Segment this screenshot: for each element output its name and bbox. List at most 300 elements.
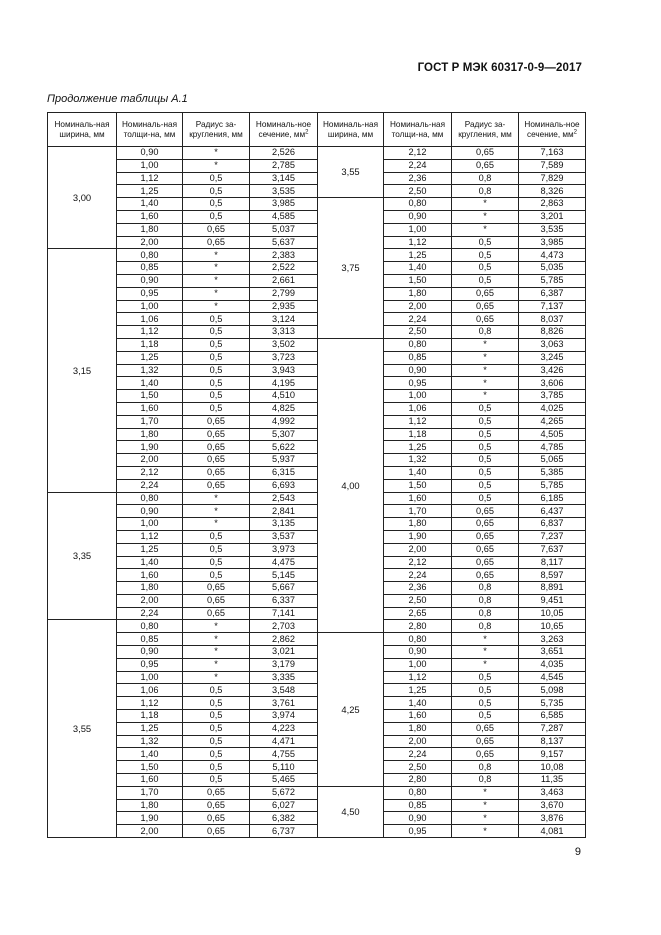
nominal-section-cell: 5,035: [519, 262, 586, 275]
corner-radius-cell: 0,65: [183, 607, 250, 620]
nominal-thickness-cell: 0,90: [384, 210, 452, 223]
nominal-thickness-cell: 0,90: [117, 147, 183, 160]
table-row: [48, 492, 318, 505]
nominal-section-cell: 6,693: [250, 479, 318, 492]
nominal-thickness-cell: 1,00: [117, 518, 183, 531]
nominal-thickness-cell: 1,60: [384, 492, 452, 505]
nominal-section-cell: 2,661: [250, 274, 318, 287]
nominal-thickness-cell: 2,50: [384, 185, 452, 198]
nominal-thickness-cell: 0,80: [384, 633, 452, 646]
column-header-radius: Радиус за-кругления, мм: [183, 113, 250, 147]
nominal-section-cell: 3,761: [250, 697, 318, 710]
nominal-thickness-cell: 2,00: [384, 300, 452, 313]
nominal-thickness-cell: 0,80: [384, 786, 452, 799]
nominal-thickness-cell: 1,25: [384, 249, 452, 262]
nominal-thickness-cell: 0,90: [117, 274, 183, 287]
nominal-thickness-cell: 2,00: [384, 543, 452, 556]
corner-radius-cell: *: [183, 492, 250, 505]
nominal-section-cell: 10,65: [519, 620, 586, 633]
nominal-section-cell: 6,737: [250, 825, 318, 838]
corner-radius-cell: *: [452, 377, 519, 390]
nominal-section-cell: 5,785: [519, 274, 586, 287]
table-left-half: [47, 112, 318, 838]
nominal-section-cell: 3,943: [250, 364, 318, 377]
nominal-section-cell: 3,124: [250, 313, 318, 326]
corner-radius-cell: 0,5: [452, 479, 519, 492]
nominal-thickness-cell: 2,12: [117, 466, 183, 479]
nominal-thickness-cell: 1,60: [117, 402, 183, 415]
nominal-thickness-cell: 1,90: [384, 530, 452, 543]
corner-radius-cell: *: [452, 786, 519, 799]
nominal-thickness-cell: 1,12: [384, 671, 452, 684]
corner-radius-cell: *: [183, 249, 250, 262]
nominal-thickness-cell: 0,95: [117, 658, 183, 671]
nominal-section-cell: 4,545: [519, 671, 586, 684]
corner-radius-cell: 0,8: [452, 620, 519, 633]
nominal-thickness-cell: 2,24: [117, 479, 183, 492]
corner-radius-cell: 0,5: [183, 774, 250, 787]
nominal-section-cell: 4,265: [519, 415, 586, 428]
nominal-section-cell: 3,245: [519, 351, 586, 364]
nominal-section-cell: 5,735: [519, 697, 586, 710]
corner-radius-cell: 0,5: [183, 684, 250, 697]
nominal-thickness-cell: 0,80: [117, 492, 183, 505]
corner-radius-cell: *: [183, 287, 250, 300]
nominal-thickness-cell: 1,32: [117, 735, 183, 748]
nominal-thickness-cell: 1,90: [117, 812, 183, 825]
corner-radius-cell: 0,8: [452, 607, 519, 620]
corner-radius-cell: 0,65: [183, 236, 250, 249]
nominal-thickness-cell: 1,06: [384, 402, 452, 415]
nominal-thickness-cell: 2,50: [384, 326, 452, 339]
nominal-width-cell: 4,25: [318, 633, 384, 787]
corner-radius-cell: 0,5: [183, 402, 250, 415]
corner-radius-cell: 0,5: [183, 172, 250, 185]
nominal-thickness-cell: 1,80: [384, 722, 452, 735]
nominal-section-cell: 4,471: [250, 735, 318, 748]
corner-radius-cell: 0,5: [183, 710, 250, 723]
nominal-thickness-cell: 1,80: [117, 428, 183, 441]
nominal-section-cell: 5,065: [519, 454, 586, 467]
nominal-section-cell: 5,037: [250, 223, 318, 236]
nominal-thickness-cell: 0,90: [117, 505, 183, 518]
nominal-thickness-cell: 1,00: [117, 671, 183, 684]
nominal-section-cell: 5,110: [250, 761, 318, 774]
nominal-section-cell: 4,473: [519, 249, 586, 262]
corner-radius-cell: 0,8: [452, 774, 519, 787]
nominal-section-cell: 3,535: [250, 185, 318, 198]
nominal-section-cell: 3,135: [250, 518, 318, 531]
nominal-thickness-cell: 1,00: [384, 223, 452, 236]
nominal-thickness-cell: 2,24: [384, 313, 452, 326]
corner-radius-cell: 0,65: [452, 505, 519, 518]
corner-radius-cell: 0,65: [452, 569, 519, 582]
nominal-thickness-cell: 2,36: [384, 582, 452, 595]
nominal-section-cell: 5,785: [519, 479, 586, 492]
nominal-thickness-cell: 1,00: [117, 300, 183, 313]
nominal-section-cell: 3,985: [519, 236, 586, 249]
nominal-thickness-cell: 1,40: [117, 748, 183, 761]
corner-radius-cell: 0,5: [452, 454, 519, 467]
nominal-thickness-cell: 2,00: [117, 594, 183, 607]
corner-radius-cell: *: [183, 633, 250, 646]
nominal-thickness-cell: 1,06: [117, 313, 183, 326]
nominal-section-cell: 6,027: [250, 799, 318, 812]
corner-radius-cell: *: [452, 812, 519, 825]
nominal-section-cell: 4,510: [250, 390, 318, 403]
corner-radius-cell: *: [183, 658, 250, 671]
nominal-thickness-cell: 2,00: [117, 825, 183, 838]
corner-radius-cell: 0,65: [183, 812, 250, 825]
nominal-thickness-cell: 1,60: [117, 569, 183, 582]
nominal-section-cell: 8,891: [519, 582, 586, 595]
nominal-thickness-cell: 1,12: [384, 415, 452, 428]
nominal-section-cell: 3,145: [250, 172, 318, 185]
nominal-section-cell: 3,723: [250, 351, 318, 364]
nominal-thickness-cell: 1,25: [117, 185, 183, 198]
nominal-section-cell: 2,383: [250, 249, 318, 262]
nominal-section-cell: 5,667: [250, 582, 318, 595]
nominal-thickness-cell: 1,25: [117, 722, 183, 735]
corner-radius-cell: 0,5: [183, 210, 250, 223]
nominal-thickness-cell: 1,12: [117, 172, 183, 185]
nominal-section-cell: 3,179: [250, 658, 318, 671]
nominal-section-cell: 7,163: [519, 147, 586, 160]
nominal-thickness-cell: 1,50: [384, 274, 452, 287]
nominal-thickness-cell: 0,85: [117, 633, 183, 646]
table-row: [48, 249, 318, 262]
nominal-section-cell: 5,307: [250, 428, 318, 441]
nominal-section-cell: 3,651: [519, 646, 586, 659]
nominal-thickness-cell: 1,70: [384, 505, 452, 518]
nominal-thickness-cell: 2,80: [384, 774, 452, 787]
nominal-width-cell: 3,55: [48, 620, 117, 838]
corner-radius-cell: *: [452, 351, 519, 364]
corner-radius-cell: 0,65: [452, 287, 519, 300]
nominal-thickness-cell: 1,70: [117, 415, 183, 428]
nominal-section-cell: 2,543: [250, 492, 318, 505]
nominal-section-cell: 9,157: [519, 748, 586, 761]
nominal-section-cell: 2,799: [250, 287, 318, 300]
nominal-thickness-cell: 0,90: [384, 646, 452, 659]
nominal-thickness-cell: 1,00: [384, 658, 452, 671]
corner-radius-cell: *: [183, 505, 250, 518]
nominal-thickness-cell: 1,80: [384, 287, 452, 300]
nominal-section-cell: 4,825: [250, 402, 318, 415]
corner-radius-cell: *: [452, 364, 519, 377]
corner-radius-cell: 0,5: [183, 185, 250, 198]
corner-radius-cell: 0,5: [183, 761, 250, 774]
nominal-section-cell: 3,313: [250, 326, 318, 339]
corner-radius-cell: 0,65: [183, 799, 250, 812]
corner-radius-cell: 0,5: [452, 697, 519, 710]
nominal-thickness-cell: 1,70: [117, 786, 183, 799]
nominal-section-cell: 6,382: [250, 812, 318, 825]
corner-radius-cell: 0,5: [183, 338, 250, 351]
nominal-thickness-cell: 2,50: [384, 594, 452, 607]
corner-radius-cell: 0,5: [183, 556, 250, 569]
page-number: 9: [574, 846, 581, 858]
corner-radius-cell: *: [183, 518, 250, 531]
corner-radius-cell: 0,65: [183, 594, 250, 607]
table-row: [318, 338, 586, 351]
corner-radius-cell: 0,65: [183, 466, 250, 479]
column-header-thickness: Номиналь-ная толщи-на, мм: [384, 113, 452, 147]
nominal-section-cell: 7,589: [519, 159, 586, 172]
nominal-section-cell: 7,137: [519, 300, 586, 313]
nominal-section-cell: 10,08: [519, 761, 586, 774]
table-row: [318, 147, 586, 160]
nominal-thickness-cell: 1,80: [117, 223, 183, 236]
nominal-section-cell: 8,826: [519, 326, 586, 339]
nominal-section-cell: 8,037: [519, 313, 586, 326]
nominal-section-cell: 7,637: [519, 543, 586, 556]
nominal-thickness-cell: 0,95: [384, 825, 452, 838]
nominal-section-cell: 4,785: [519, 441, 586, 454]
column-header-section: Номиналь-ное сечение, $мм^2$: [519, 113, 586, 147]
nominal-thickness-cell: 0,85: [117, 262, 183, 275]
nominal-thickness-cell: 1,50: [384, 479, 452, 492]
nominal-thickness-cell: 1,80: [117, 799, 183, 812]
corner-radius-cell: 0,5: [183, 313, 250, 326]
table-row: [318, 786, 586, 799]
table-row: [318, 633, 586, 646]
nominal-section-cell: 8,597: [519, 569, 586, 582]
corner-radius-cell: 0,65: [183, 441, 250, 454]
nominal-thickness-cell: 1,40: [117, 556, 183, 569]
nominal-thickness-cell: 1,00: [117, 159, 183, 172]
corner-radius-cell: 0,65: [183, 479, 250, 492]
corner-radius-cell: *: [183, 147, 250, 160]
corner-radius-cell: *: [452, 633, 519, 646]
corner-radius-cell: 0,65: [452, 735, 519, 748]
nominal-thickness-cell: 1,25: [117, 351, 183, 364]
nominal-thickness-cell: 0,80: [117, 620, 183, 633]
table-row: [48, 147, 318, 160]
corner-radius-cell: *: [183, 274, 250, 287]
nominal-thickness-cell: 1,90: [117, 441, 183, 454]
corner-radius-cell: 0,65: [183, 223, 250, 236]
nominal-section-cell: 3,973: [250, 543, 318, 556]
nominal-thickness-cell: 0,85: [384, 351, 452, 364]
nominal-section-cell: 7,287: [519, 722, 586, 735]
nominal-section-cell: 2,526: [250, 147, 318, 160]
nominal-section-cell: 3,263: [519, 633, 586, 646]
nominal-thickness-cell: 1,00: [384, 390, 452, 403]
nominal-thickness-cell: 0,90: [117, 646, 183, 659]
corner-radius-cell: *: [183, 262, 250, 275]
corner-radius-cell: 0,65: [452, 313, 519, 326]
nominal-section-cell: 3,535: [519, 223, 586, 236]
corner-radius-cell: *: [452, 223, 519, 236]
nominal-thickness-cell: 1,18: [117, 710, 183, 723]
nominal-thickness-cell: 1,25: [384, 441, 452, 454]
nominal-thickness-cell: 0,90: [384, 364, 452, 377]
corner-radius-cell: 0,65: [183, 582, 250, 595]
nominal-section-cell: 2,522: [250, 262, 318, 275]
nominal-section-cell: 3,876: [519, 812, 586, 825]
nominal-section-cell: 3,606: [519, 377, 586, 390]
corner-radius-cell: 0,65: [452, 147, 519, 160]
corner-radius-cell: 0,5: [452, 441, 519, 454]
corner-radius-cell: 0,65: [183, 428, 250, 441]
corner-radius-cell: 0,8: [452, 582, 519, 595]
nominal-thickness-cell: 2,80: [384, 620, 452, 633]
corner-radius-cell: *: [183, 300, 250, 313]
corner-radius-cell: *: [183, 671, 250, 684]
nominal-thickness-cell: 1,50: [117, 761, 183, 774]
nominal-section-cell: 10,05: [519, 607, 586, 620]
column-header-width: Номиналь-ная ширина, мм: [318, 113, 384, 147]
nominal-section-cell: 6,387: [519, 287, 586, 300]
corner-radius-cell: 0,5: [183, 390, 250, 403]
nominal-section-cell: 3,463: [519, 786, 586, 799]
nominal-thickness-cell: 1,40: [384, 697, 452, 710]
nominal-section-cell: 4,585: [250, 210, 318, 223]
corner-radius-cell: 0,5: [452, 262, 519, 275]
nominal-section-cell: 7,141: [250, 607, 318, 620]
column-header-section: Номиналь-ное сечение, $мм^2$: [250, 113, 318, 147]
corner-radius-cell: 0,5: [183, 364, 250, 377]
corner-radius-cell: 0,65: [183, 415, 250, 428]
nominal-thickness-cell: 2,24: [117, 607, 183, 620]
nominal-section-cell: 6,185: [519, 492, 586, 505]
nominal-section-cell: 11,35: [519, 774, 586, 787]
table-row: [48, 620, 318, 633]
nominal-section-cell: 2,841: [250, 505, 318, 518]
nominal-thickness-cell: 0,95: [117, 287, 183, 300]
column-header-width: Номиналь-ная ширина, мм: [48, 113, 117, 147]
nominal-section-cell: 3,974: [250, 710, 318, 723]
corner-radius-cell: *: [452, 198, 519, 211]
nominal-section-cell: 7,237: [519, 530, 586, 543]
corner-radius-cell: 0,5: [452, 415, 519, 428]
nominal-section-cell: 3,426: [519, 364, 586, 377]
corner-radius-cell: 0,5: [183, 377, 250, 390]
nominal-section-cell: 2,863: [519, 198, 586, 211]
nominal-section-cell: 4,505: [519, 428, 586, 441]
nominal-section-cell: 2,785: [250, 159, 318, 172]
nominal-thickness-cell: 1,40: [117, 377, 183, 390]
nominal-section-cell: 3,021: [250, 646, 318, 659]
corner-radius-cell: 0,5: [452, 671, 519, 684]
corner-radius-cell: 0,8: [452, 326, 519, 339]
nominal-thickness-cell: 1,50: [117, 390, 183, 403]
nominal-thickness-cell: 1,40: [117, 198, 183, 211]
nominal-thickness-cell: 0,80: [384, 198, 452, 211]
corner-radius-cell: 0,65: [452, 722, 519, 735]
nominal-section-cell: 8,117: [519, 556, 586, 569]
nominal-section-cell: 9,451: [519, 594, 586, 607]
corner-radius-cell: 0,5: [183, 530, 250, 543]
nominal-section-cell: 6,585: [519, 710, 586, 723]
corner-radius-cell: 0,8: [452, 172, 519, 185]
corner-radius-cell: 0,65: [452, 543, 519, 556]
nominal-section-cell: 6,315: [250, 466, 318, 479]
nominal-section-cell: 4,755: [250, 748, 318, 761]
nominal-section-cell: 5,098: [519, 684, 586, 697]
corner-radius-cell: *: [452, 338, 519, 351]
corner-radius-cell: 0,5: [452, 236, 519, 249]
nominal-thickness-cell: 1,18: [384, 428, 452, 441]
corner-radius-cell: *: [452, 210, 519, 223]
corner-radius-cell: 0,5: [183, 326, 250, 339]
nominal-thickness-cell: 1,06: [117, 684, 183, 697]
corner-radius-cell: 0,8: [452, 594, 519, 607]
nominal-section-cell: 2,703: [250, 620, 318, 633]
table-row: [318, 198, 586, 211]
nominal-thickness-cell: 1,32: [384, 454, 452, 467]
column-header-thickness: Номиналь-ная толщи-на, мм: [117, 113, 183, 147]
nominal-thickness-cell: 2,00: [117, 454, 183, 467]
corner-radius-cell: 0,5: [183, 543, 250, 556]
corner-radius-cell: 0,5: [183, 569, 250, 582]
corner-radius-cell: *: [183, 646, 250, 659]
table-right-half: [317, 112, 586, 838]
nominal-section-cell: 3,548: [250, 684, 318, 697]
nominal-section-cell: 3,670: [519, 799, 586, 812]
nominal-thickness-cell: 1,80: [384, 518, 452, 531]
nominal-thickness-cell: 2,50: [384, 761, 452, 774]
nominal-section-cell: 4,195: [250, 377, 318, 390]
nominal-section-cell: 3,985: [250, 198, 318, 211]
nominal-width-cell: 4,00: [318, 338, 384, 632]
dimensions-table: [47, 112, 586, 838]
nominal-thickness-cell: 1,12: [117, 326, 183, 339]
nominal-thickness-cell: 2,00: [117, 236, 183, 249]
nominal-section-cell: 3,201: [519, 210, 586, 223]
nominal-thickness-cell: 0,85: [384, 799, 452, 812]
corner-radius-cell: 0,5: [452, 274, 519, 287]
corner-radius-cell: 0,65: [452, 748, 519, 761]
nominal-section-cell: 3,502: [250, 338, 318, 351]
corner-radius-cell: 0,65: [183, 825, 250, 838]
nominal-width-cell: 4,50: [318, 786, 384, 837]
corner-radius-cell: 0,65: [183, 786, 250, 799]
nominal-section-cell: 3,785: [519, 390, 586, 403]
corner-radius-cell: 0,8: [452, 185, 519, 198]
nominal-section-cell: 3,335: [250, 671, 318, 684]
corner-radius-cell: *: [452, 390, 519, 403]
nominal-section-cell: 5,385: [519, 466, 586, 479]
nominal-section-cell: 5,145: [250, 569, 318, 582]
nominal-section-cell: 8,326: [519, 185, 586, 198]
corner-radius-cell: 0,5: [452, 402, 519, 415]
corner-radius-cell: *: [452, 825, 519, 838]
nominal-thickness-cell: 2,65: [384, 607, 452, 620]
corner-radius-cell: 0,8: [452, 761, 519, 774]
nominal-thickness-cell: 1,12: [117, 697, 183, 710]
nominal-section-cell: 5,622: [250, 441, 318, 454]
corner-radius-cell: *: [452, 799, 519, 812]
corner-radius-cell: 0,65: [452, 159, 519, 172]
corner-radius-cell: 0,65: [452, 556, 519, 569]
nominal-width-cell: 3,15: [48, 249, 117, 492]
corner-radius-cell: 0,5: [183, 198, 250, 211]
nominal-thickness-cell: 2,36: [384, 172, 452, 185]
nominal-section-cell: 7,829: [519, 172, 586, 185]
nominal-section-cell: 4,223: [250, 722, 318, 735]
nominal-thickness-cell: 1,32: [117, 364, 183, 377]
corner-radius-cell: 0,65: [183, 454, 250, 467]
nominal-thickness-cell: 1,40: [384, 262, 452, 275]
corner-radius-cell: 0,5: [183, 735, 250, 748]
corner-radius-cell: 0,5: [452, 684, 519, 697]
corner-radius-cell: 0,5: [183, 351, 250, 364]
corner-radius-cell: 0,5: [452, 466, 519, 479]
nominal-thickness-cell: 0,90: [384, 812, 452, 825]
nominal-thickness-cell: 2,24: [384, 748, 452, 761]
